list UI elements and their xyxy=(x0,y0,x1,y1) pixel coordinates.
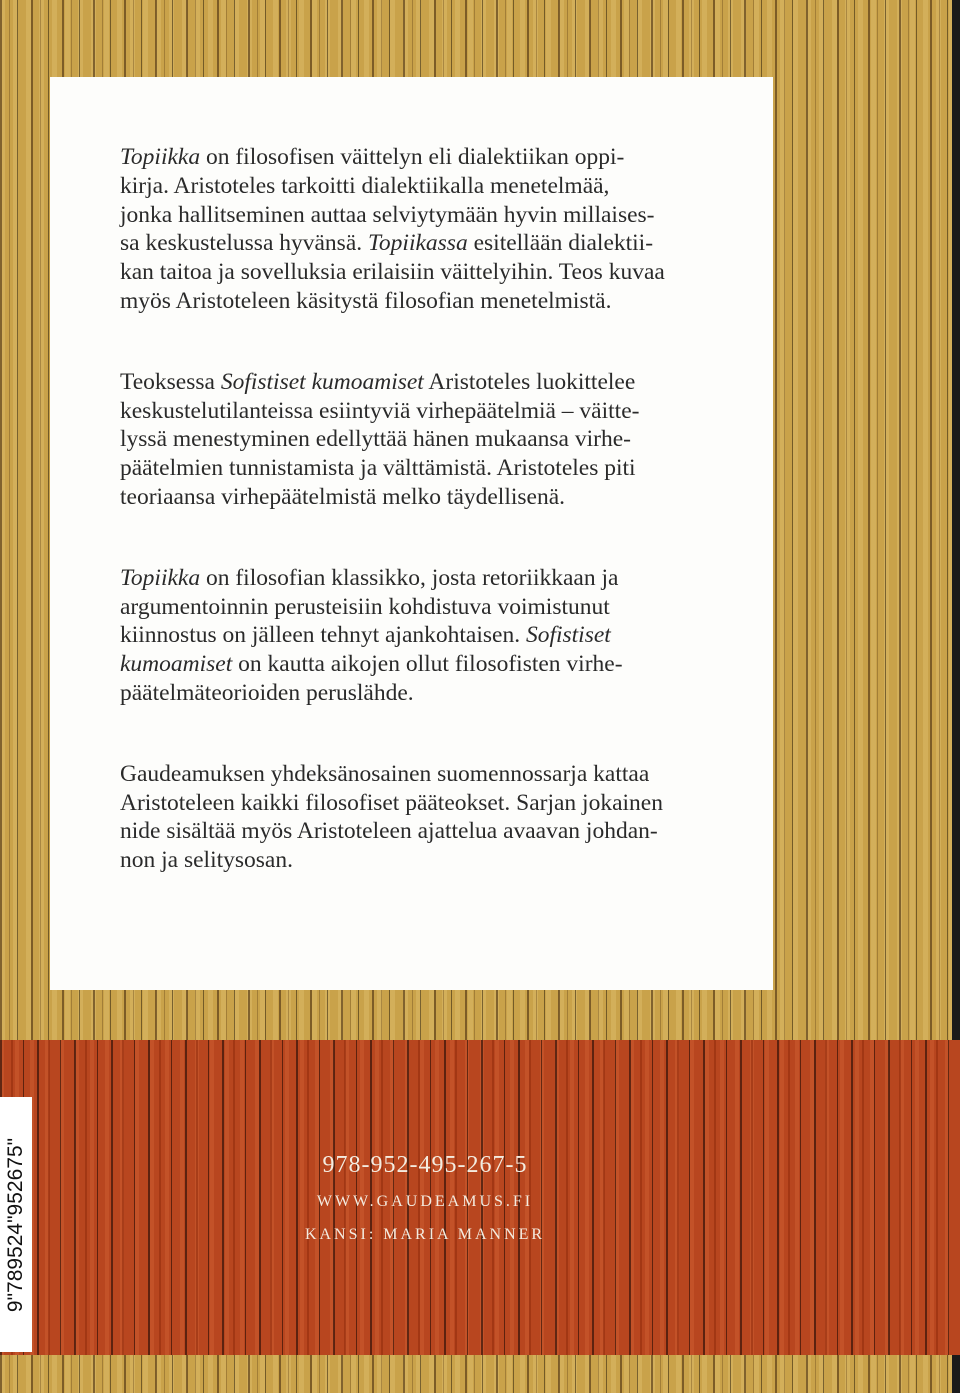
text-segment: kirja. Aristoteles tarkoitti dialektiikalla menetelmää, xyxy=(120,172,610,199)
isbn: 978-952-495-267-5 xyxy=(322,1152,528,1178)
text-line xyxy=(120,564,665,593)
text-line xyxy=(120,593,665,622)
publisher-website: WWW.GAUDEAMUS.FI xyxy=(316,1193,534,1210)
text-segment: päätelmäteorioiden peruslähde. xyxy=(120,679,414,706)
italic-title: Sofistiset xyxy=(525,622,611,649)
italic-title: Topiikka xyxy=(120,564,201,591)
italic-title: Topiikassa xyxy=(368,230,468,257)
text-line xyxy=(120,287,665,316)
text-segment: teoriaansa virhepäätelmistä melko täydellisenä. xyxy=(120,483,566,510)
text-segment: lyssä menestyminen edellyttää hänen mukaansa virhe- xyxy=(120,426,631,453)
text-line xyxy=(120,397,665,426)
text-line xyxy=(120,679,665,708)
text-segment: argumentoinnin perusteisiin kohdistuva voimistunut xyxy=(120,593,610,620)
text-line xyxy=(120,454,665,483)
paragraph xyxy=(120,564,665,708)
text-line xyxy=(120,621,665,650)
text-segment: kiinnostus on jälleen tehnyt ajankohtaisen. xyxy=(120,622,526,649)
text-segment: non ja selitysosan. xyxy=(120,847,293,874)
barcode-digits: 9"789524"952675" xyxy=(4,1137,27,1312)
text-segment: jonka hallitseminen auttaa selviytymään hyvin millaises- xyxy=(120,201,655,228)
text-segment: on filosofisen väittelyn eli dialektiikan oppi- xyxy=(200,144,625,170)
text-segment: Aristoteles luokittelee xyxy=(423,368,636,395)
text-line xyxy=(120,483,665,512)
text-segment: keskustelutilanteissa esiintyviä virhepäätelmiä – väitte- xyxy=(120,397,640,424)
text-line xyxy=(120,229,665,258)
text-line xyxy=(120,789,665,818)
text-segment: sa keskustelussa hyvänsä. xyxy=(120,230,369,257)
text-segment: Aristoteleen kaikki filosofiset pääteokset. Sarjan jokainen xyxy=(120,789,663,816)
barcode xyxy=(0,1097,32,1352)
text-segment: päätelmien tunnistamista ja välttämistä. Aristoteles piti xyxy=(120,455,636,482)
text-line xyxy=(120,650,665,679)
text-segment: Gaudeamuksen yhdeksänosainen suomennossarja kattaa xyxy=(120,760,650,787)
italic-title: Topiikka xyxy=(120,144,201,170)
text-line xyxy=(120,760,665,789)
text-segment: nide sisältää myös Aristoteleen ajattelua avaavan johdan- xyxy=(120,818,658,845)
cover-credit: KANSI: MARIA MANNER xyxy=(304,1226,546,1243)
text-segment: on kautta aikojen ollut filosofisten virhe- xyxy=(232,651,623,678)
italic-title: Sofistiset kumoamiset xyxy=(220,368,424,395)
text-segment: Teoksessa xyxy=(120,368,221,395)
text-segment: on filosofian klassikko, josta retoriikkaan ja xyxy=(200,564,619,591)
text-line xyxy=(120,425,665,454)
text-line xyxy=(120,846,665,875)
paragraph xyxy=(120,143,665,316)
text-line xyxy=(120,258,665,287)
paragraph xyxy=(120,760,665,875)
description-text xyxy=(120,143,665,927)
text-line xyxy=(120,172,665,201)
text-line xyxy=(120,368,665,397)
italic-title: kumoamiset xyxy=(120,651,233,678)
text-segment: myös Aristoteleen käsitystä filosofian menetelmistä. xyxy=(120,287,612,314)
description-panel xyxy=(50,77,773,990)
text-line xyxy=(120,143,665,172)
text-line xyxy=(120,201,665,230)
text-line xyxy=(120,817,665,846)
text-segment: kan taitoa ja sovelluksia erilaisiin väittelyihin. Teos kuvaa xyxy=(120,259,665,286)
paragraph xyxy=(120,368,665,512)
text-segment: esitellään dialektii- xyxy=(467,230,654,257)
